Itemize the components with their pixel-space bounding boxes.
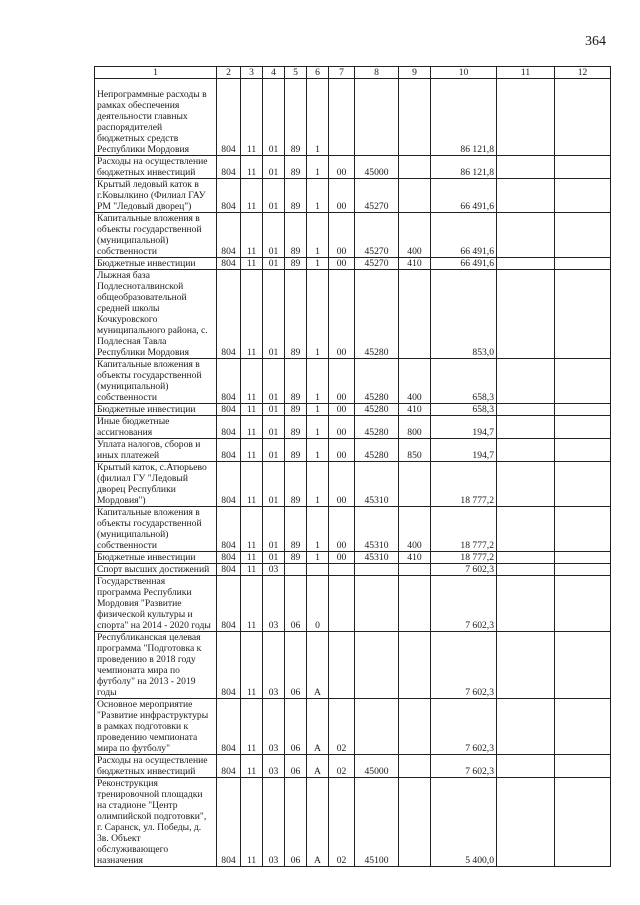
row-description: Капитальные вложения в объекты государственной (муниципальной) собственности (95, 213, 217, 258)
column-header: 3 (241, 67, 263, 79)
row-description: Бюджетные инвестиции (95, 404, 217, 416)
row-description: Основное мероприятие "Развитие инфраструктуры в рамках подготовки к проведению чемпионата мира по футболу" (95, 699, 217, 755)
subsection-code: 03 (263, 576, 285, 632)
expense-type-code (399, 778, 431, 867)
ministry-code: 804 (217, 462, 241, 507)
column-12-cell (555, 507, 611, 552)
direction-code: 45270 (355, 258, 399, 270)
column-12-cell (555, 632, 611, 699)
section-code: 11 (241, 564, 263, 576)
program-code: 89 (285, 507, 307, 552)
direction-code (355, 699, 399, 755)
subprogram-code: 1 (307, 462, 329, 507)
column-11-cell (497, 576, 555, 632)
amount-cell: 658,3 (431, 404, 497, 416)
column-11-cell (497, 507, 555, 552)
table-row (95, 79, 611, 156)
subprogram-code: 1 (307, 439, 329, 462)
column-11-cell (497, 755, 555, 778)
amount-cell: 18 777,2 (431, 552, 497, 564)
column-11-cell (497, 359, 555, 404)
table-row (95, 179, 611, 213)
program-code: 89 (285, 439, 307, 462)
section-code: 11 (241, 632, 263, 699)
column-12-cell (555, 79, 611, 156)
column-12-cell (555, 576, 611, 632)
subprogram-code: А (307, 699, 329, 755)
row-description: Капитальные вложения в объекты государственной (муниципальной) собственности (95, 507, 217, 552)
column-11-cell (497, 778, 555, 867)
amount-cell: 7 602,3 (431, 576, 497, 632)
row-description: Иные бюджетные ассигнования (95, 416, 217, 439)
expense-type-code (399, 632, 431, 699)
row-description: Бюджетные инвестиции (95, 552, 217, 564)
program-code: 89 (285, 79, 307, 156)
subsection-code: 01 (263, 404, 285, 416)
direction-code: 45270 (355, 213, 399, 258)
column-11-cell (497, 79, 555, 156)
table-row (95, 439, 611, 462)
subsection-code: 03 (263, 632, 285, 699)
section-code: 11 (241, 439, 263, 462)
column-11-cell (497, 699, 555, 755)
section-code: 11 (241, 462, 263, 507)
subprogram-code: 1 (307, 404, 329, 416)
expense-type-code (399, 576, 431, 632)
amount-cell: 658,3 (431, 359, 497, 404)
subprogram-code: 1 (307, 258, 329, 270)
column-header: 6 (307, 67, 329, 79)
column-header: 2 (217, 67, 241, 79)
event-code: 00 (329, 507, 355, 552)
amount-cell: 5 400,0 (431, 778, 497, 867)
ministry-code: 804 (217, 416, 241, 439)
section-code: 11 (241, 778, 263, 867)
column-12-cell (555, 404, 611, 416)
column-12-cell (555, 552, 611, 564)
event-code: 00 (329, 270, 355, 359)
column-11-cell (497, 552, 555, 564)
amount-cell: 194,7 (431, 439, 497, 462)
row-description: Республиканская целевая программа "Подготовка к проведению в 2018 году чемпионата мира по футболу" на 2013 - 2019 годы (95, 632, 217, 699)
direction-code: 45280 (355, 270, 399, 359)
amount-cell: 7 602,3 (431, 564, 497, 576)
subprogram-code: 1 (307, 156, 329, 179)
column-11-cell (497, 213, 555, 258)
subsection-code: 01 (263, 552, 285, 564)
subsection-code: 03 (263, 699, 285, 755)
ministry-code: 804 (217, 258, 241, 270)
column-11-cell (497, 404, 555, 416)
table-row (95, 270, 611, 359)
table-row (95, 552, 611, 564)
section-code: 11 (241, 79, 263, 156)
column-11-cell (497, 258, 555, 270)
expense-type-code: 410 (399, 404, 431, 416)
ministry-code: 804 (217, 699, 241, 755)
expense-type-code (399, 179, 431, 213)
event-code: 00 (329, 462, 355, 507)
subsection-code: 01 (263, 179, 285, 213)
row-description: Уплата налогов, сборов и иных платежей (95, 439, 217, 462)
direction-code (355, 632, 399, 699)
subsection-code: 03 (263, 778, 285, 867)
section-code: 11 (241, 576, 263, 632)
program-code: 89 (285, 213, 307, 258)
expense-type-code: 400 (399, 507, 431, 552)
column-12-cell (555, 462, 611, 507)
program-code: 06 (285, 576, 307, 632)
program-code: 89 (285, 179, 307, 213)
section-code: 11 (241, 404, 263, 416)
column-12-cell (555, 564, 611, 576)
column-header: 4 (263, 67, 285, 79)
amount-cell: 7 602,3 (431, 699, 497, 755)
event-code: 02 (329, 755, 355, 778)
table-row (95, 755, 611, 778)
column-12-cell (555, 439, 611, 462)
direction-code (355, 79, 399, 156)
budget-table (94, 66, 611, 867)
column-header: 7 (329, 67, 355, 79)
column-header: 11 (497, 67, 555, 79)
column-12-cell (555, 258, 611, 270)
subprogram-code: 1 (307, 270, 329, 359)
ministry-code: 804 (217, 564, 241, 576)
section-code: 11 (241, 755, 263, 778)
section-code: 11 (241, 270, 263, 359)
program-code: 89 (285, 359, 307, 404)
amount-cell: 7 602,3 (431, 755, 497, 778)
expense-type-code (399, 156, 431, 179)
table-row (95, 156, 611, 179)
direction-code: 45310 (355, 462, 399, 507)
column-header: 5 (285, 67, 307, 79)
subprogram-code: 1 (307, 416, 329, 439)
table-row (95, 632, 611, 699)
table-row (95, 404, 611, 416)
amount-cell: 853,0 (431, 270, 497, 359)
ministry-code: 804 (217, 507, 241, 552)
subprogram-code: А (307, 632, 329, 699)
section-code: 11 (241, 552, 263, 564)
ministry-code: 804 (217, 576, 241, 632)
expense-type-code (399, 564, 431, 576)
event-code: 00 (329, 439, 355, 462)
amount-cell: 194,7 (431, 416, 497, 439)
column-header: 10 (431, 67, 497, 79)
row-description: Расходы на осуществление бюджетных инвестиций (95, 156, 217, 179)
expense-type-code: 400 (399, 359, 431, 404)
program-code: 06 (285, 778, 307, 867)
table-row (95, 213, 611, 258)
table-row (95, 416, 611, 439)
direction-code: 45000 (355, 755, 399, 778)
direction-code: 45310 (355, 507, 399, 552)
column-11-cell (497, 462, 555, 507)
direction-code: 45280 (355, 404, 399, 416)
subsection-code: 01 (263, 156, 285, 179)
direction-code: 45280 (355, 416, 399, 439)
subsection-code: 01 (263, 507, 285, 552)
section-code: 11 (241, 213, 263, 258)
program-code: 89 (285, 258, 307, 270)
column-header: 12 (555, 67, 611, 79)
column-11-cell (497, 156, 555, 179)
table-row (95, 507, 611, 552)
event-code (329, 632, 355, 699)
program-code: 89 (285, 462, 307, 507)
program-code: 89 (285, 552, 307, 564)
row-description: Капитальные вложения в объекты государственной (муниципальной) собственности (95, 359, 217, 404)
event-code: 00 (329, 404, 355, 416)
ministry-code: 804 (217, 213, 241, 258)
column-11-cell (497, 564, 555, 576)
row-description: Непрограммные расходы в рамках обеспечения деятельности главных распорядителей бюджетных средств Республики Мордовия (95, 79, 217, 156)
subprogram-code: 0 (307, 576, 329, 632)
row-description: Лыжная база Подлесноталвинской общеобразовательной средней школы Кочкуровского муниципального района, с. Подлесная Тавла Республики Мордовия (95, 270, 217, 359)
event-code: 00 (329, 359, 355, 404)
ministry-code: 804 (217, 79, 241, 156)
expense-type-code: 410 (399, 258, 431, 270)
ministry-code: 804 (217, 156, 241, 179)
subsection-code: 01 (263, 359, 285, 404)
ministry-code: 804 (217, 439, 241, 462)
subprogram-code: 1 (307, 507, 329, 552)
event-code: 02 (329, 699, 355, 755)
event-code: 00 (329, 258, 355, 270)
amount-cell: 7 602,3 (431, 632, 497, 699)
amount-cell: 66 491,6 (431, 179, 497, 213)
direction-code: 45280 (355, 439, 399, 462)
program-code: 89 (285, 156, 307, 179)
event-code (329, 79, 355, 156)
subprogram-code: А (307, 778, 329, 867)
program-code: 89 (285, 416, 307, 439)
column-12-cell (555, 359, 611, 404)
subprogram-code: 1 (307, 79, 329, 156)
ministry-code: 804 (217, 755, 241, 778)
section-code: 11 (241, 258, 263, 270)
subsection-code: 01 (263, 439, 285, 462)
column-12-cell (555, 156, 611, 179)
subprogram-code: 1 (307, 213, 329, 258)
event-code: 00 (329, 213, 355, 258)
direction-code: 45310 (355, 552, 399, 564)
direction-code: 45280 (355, 359, 399, 404)
row-description: Бюджетные инвестиции (95, 258, 217, 270)
direction-code: 45270 (355, 179, 399, 213)
section-code: 11 (241, 359, 263, 404)
row-description: Спорт высших достижений (95, 564, 217, 576)
event-code: 00 (329, 179, 355, 213)
direction-code: 45100 (355, 778, 399, 867)
section-code: 11 (241, 507, 263, 552)
program-code: 06 (285, 632, 307, 699)
subsection-code: 01 (263, 462, 285, 507)
row-description: Крытый ледовый каток в г.Ковылкино (Филиал ГАУ РМ "Ледовый дворец") (95, 179, 217, 213)
column-header: 9 (399, 67, 431, 79)
amount-cell: 18 777,2 (431, 507, 497, 552)
ministry-code: 804 (217, 632, 241, 699)
amount-cell: 86 121,8 (431, 156, 497, 179)
section-code: 11 (241, 156, 263, 179)
table-row (95, 359, 611, 404)
column-12-cell (555, 755, 611, 778)
column-12-cell (555, 270, 611, 359)
subsection-code: 03 (263, 755, 285, 778)
section-code: 11 (241, 699, 263, 755)
program-code: 06 (285, 755, 307, 778)
expense-type-code: 400 (399, 213, 431, 258)
expense-type-code: 410 (399, 552, 431, 564)
table-row (95, 462, 611, 507)
event-code (329, 576, 355, 632)
direction-code: 45000 (355, 156, 399, 179)
direction-code (355, 564, 399, 576)
ministry-code: 804 (217, 179, 241, 213)
ministry-code: 804 (217, 778, 241, 867)
table-row (95, 576, 611, 632)
amount-cell: 66 491,6 (431, 258, 497, 270)
subsection-code: 03 (263, 564, 285, 576)
column-11-cell (497, 416, 555, 439)
row-description: Государственная программа Республики Мордовия "Развитие физической культуры и спорта" на 2014 - 2020 годы (95, 576, 217, 632)
subsection-code: 01 (263, 79, 285, 156)
subprogram-code: 1 (307, 552, 329, 564)
amount-cell: 18 777,2 (431, 462, 497, 507)
expense-type-code (399, 699, 431, 755)
table-body (95, 79, 611, 867)
program-code: 89 (285, 404, 307, 416)
column-11-cell (497, 632, 555, 699)
subprogram-code: 1 (307, 179, 329, 213)
subsection-code: 01 (263, 258, 285, 270)
subprogram-code: 1 (307, 359, 329, 404)
row-description: Крытый каток, с.Атюрьево (филиал ГУ "Ледовый дворец Республики Мордовия") (95, 462, 217, 507)
program-code (285, 564, 307, 576)
expense-type-code (399, 462, 431, 507)
subprogram-code (307, 564, 329, 576)
expense-type-code (399, 755, 431, 778)
table-row (95, 258, 611, 270)
subsection-code: 01 (263, 416, 285, 439)
column-header: 1 (95, 67, 217, 79)
column-11-cell (497, 179, 555, 213)
table-row (95, 564, 611, 576)
event-code: 02 (329, 778, 355, 867)
section-code: 11 (241, 179, 263, 213)
column-12-cell (555, 416, 611, 439)
program-code: 89 (285, 270, 307, 359)
amount-cell: 86 121,8 (431, 79, 497, 156)
event-code: 00 (329, 552, 355, 564)
column-12-cell (555, 179, 611, 213)
column-12-cell (555, 778, 611, 867)
column-12-cell (555, 699, 611, 755)
subprogram-code: А (307, 755, 329, 778)
direction-code (355, 576, 399, 632)
column-11-cell (497, 439, 555, 462)
event-code (329, 564, 355, 576)
section-code: 11 (241, 416, 263, 439)
expense-type-code (399, 270, 431, 359)
expense-type-code: 850 (399, 439, 431, 462)
ministry-code: 804 (217, 552, 241, 564)
event-code: 00 (329, 156, 355, 179)
ministry-code: 804 (217, 359, 241, 404)
program-code: 06 (285, 699, 307, 755)
ministry-code: 804 (217, 404, 241, 416)
page-number: 364 (585, 34, 606, 49)
expense-type-code (399, 79, 431, 156)
column-12-cell (555, 213, 611, 258)
subsection-code: 01 (263, 213, 285, 258)
table-row (95, 778, 611, 867)
column-11-cell (497, 270, 555, 359)
event-code: 00 (329, 416, 355, 439)
expense-type-code: 800 (399, 416, 431, 439)
table-row (95, 699, 611, 755)
amount-cell: 66 491,6 (431, 213, 497, 258)
table-header-row (95, 67, 611, 79)
row-description: Реконструкция тренировочной площадки на стадионе "Центр олимпийской подготовки", г. Саранск, ул. Победы, д. 3в. Объект обслуживающего назначения (95, 778, 217, 867)
column-header: 8 (355, 67, 399, 79)
row-description: Расходы на осуществление бюджетных инвестиций (95, 755, 217, 778)
subsection-code: 01 (263, 270, 285, 359)
ministry-code: 804 (217, 270, 241, 359)
